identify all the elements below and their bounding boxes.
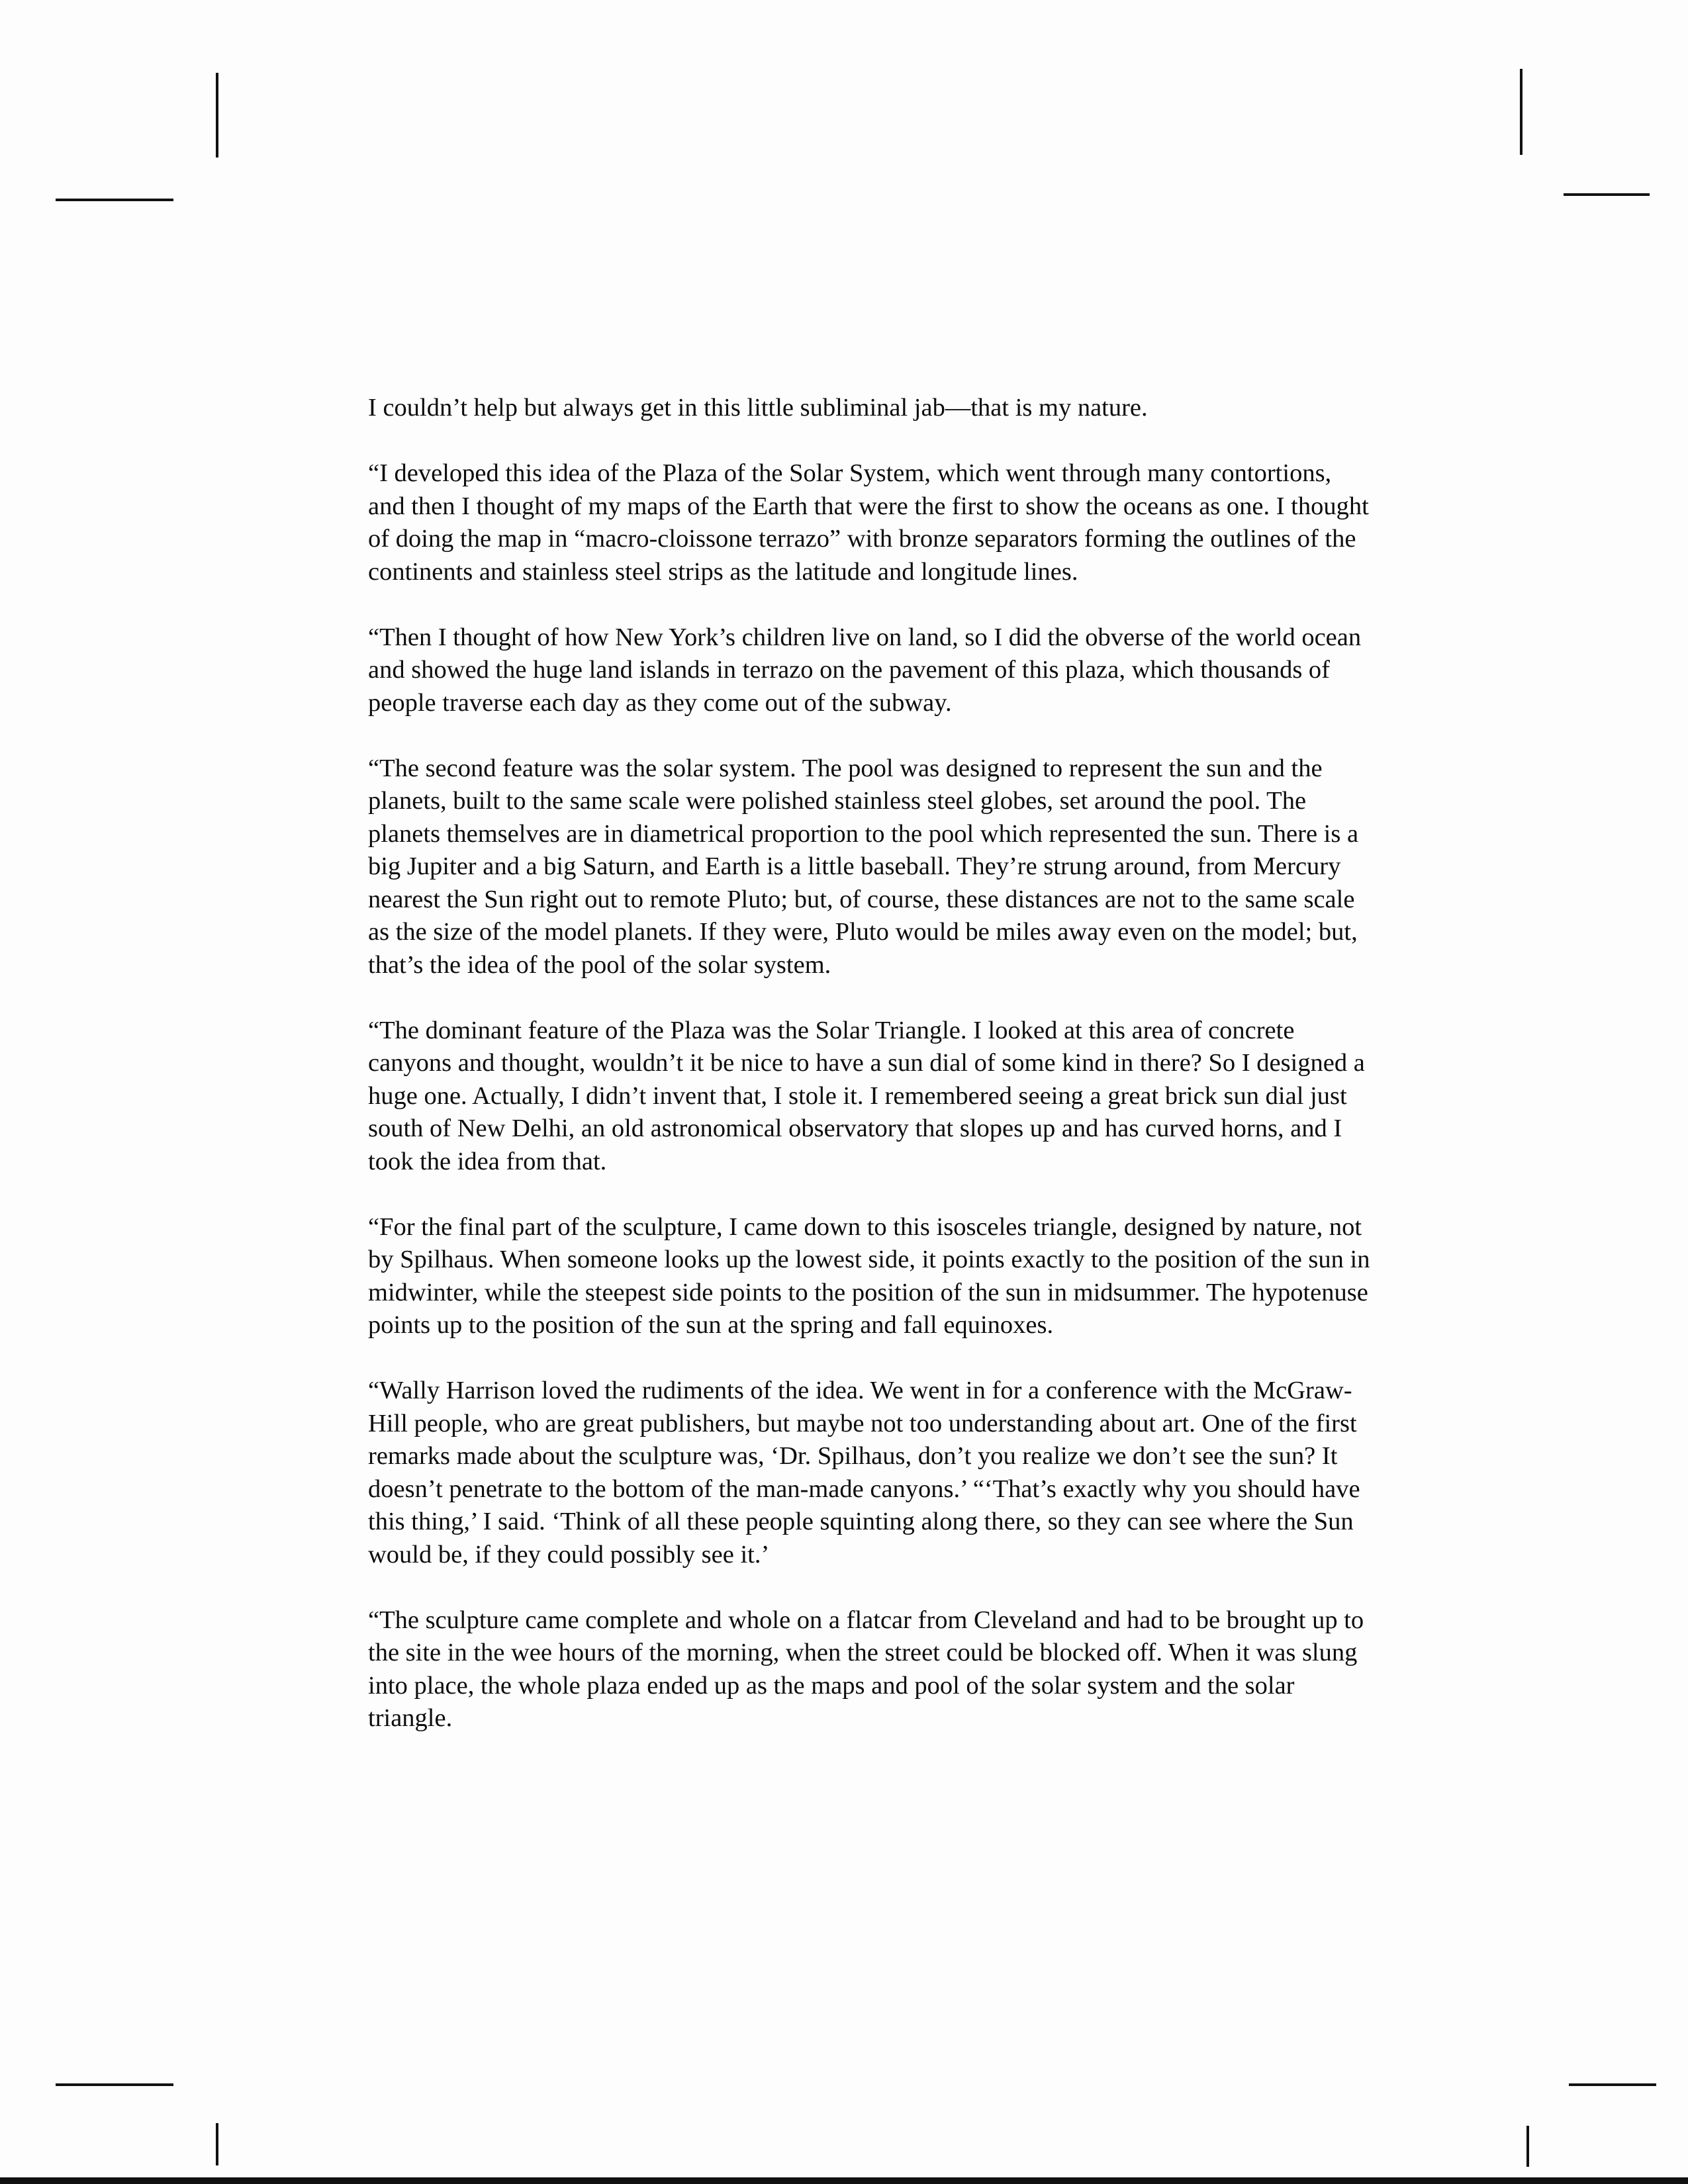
crop-mark-bottom-left-vertical [216,2123,218,2165]
paragraph-subliminal-jab: I couldn’t help but always get in this little subliminal jab—that is my nature. [368,394,1148,422]
crop-mark-top-left-vertical [216,73,218,158]
crop-mark-top-right-horizontal [1564,193,1650,196]
paragraph-plaza-idea: “I developed this idea of the Plaza of the Solar System, which went through many contortions, and then I thought of my maps of the Earth that were the first to show the oceans as one. I thought of doing the map in “macro-cloissone terrazo” with bronze separators forming the outlines of the continents and stainless steel strips as the latitude and longitude lines. [368,459,1369,586]
crop-mark-top-left-horizontal [56,199,173,201]
paragraph-mcgraw-hill-conference: “Wally Harrison loved the rudiments of the idea. We went in for a conference with the McGraw-Hill people, who are great publishers, but maybe not too understanding about art. One of the first remarks made about the sculpture was, ‘Dr. Spilhaus, don’t you realize we don’t see the sun? It doesn’t penetrate to the bottom of the man-made canyons.’ “‘That’s exactly why you should have this thing,’ I said. ‘Think of all these people squinting along there, so they can see where the Sun would be, if they could possibly see it.’ [368,1377,1360,1569]
crop-mark-top-right-vertical [1520,69,1523,155]
paragraph-solar-triangle: “The dominant feature of the Plaza was the Solar Triangle. I looked at this area of concrete canyons and thought, wouldn’t it be nice to have a sun dial of some kind in there? So I designed a huge one. Actually, I didn’t invent that, I stole it. I remembered seeing a great brick sun dial just south of New Delhi, an old astronomical observatory that slopes up and has curved horns, and I took the idea from that. [368,1016,1365,1175]
paragraph-solar-system-pool: “The second feature was the solar system. The pool was designed to represent the sun and the planets, built to the same scale were polished stainless steel globes, set around the pool. The planets themselves are in diametrical proportion to the pool which represented the sun. There is a big Jupiter and a big Saturn, and Earth is a little baseball. They’re strung around, from Mercury nearest the Sun right out to remote Pluto; but, of course, these distances are not to the same scale as the size of the model planets. If they were, Pluto would be miles away even on the model; but, that’s the idea of the pool of the solar system. [368,754,1359,979]
scan-bottom-edge [0,2177,1688,2184]
paragraph-flatcar-delivery: “The sculpture came complete and whole on a flatcar from Cleveland and had to be brought up to the site in the wee hours of the morning, when the street could be blocked off. When it was slung into place, the whole plaza ended up as the maps and pool of the solar system and the solar triangle. [368,1606,1364,1732]
crop-mark-bottom-right-horizontal [1569,2083,1656,2086]
document-body [368,392,1374,1735]
paragraph-isosceles-triangle: “For the final part of the sculpture, I came down to this isosceles triangle, designed by nature, not by Spilhaus. When someone looks up the lowest side, it points exactly to the position of the sun in midwinter, while the steepest side points to the position of the sun in midsummer. The hypotenuse points up to the position of the sun at the spring and fall equinoxes. [368,1212,1370,1339]
paragraph-land-islands: “Then I thought of how New York’s children live on land, so I did the obverse of the world ocean and showed the huge land islands in terrazo on the pavement of this plaza, which thousands of people traverse each day as they come out of the subway. [368,623,1362,717]
crop-mark-bottom-left-horizontal [56,2083,173,2086]
crop-mark-bottom-right-vertical [1526,2126,1529,2167]
